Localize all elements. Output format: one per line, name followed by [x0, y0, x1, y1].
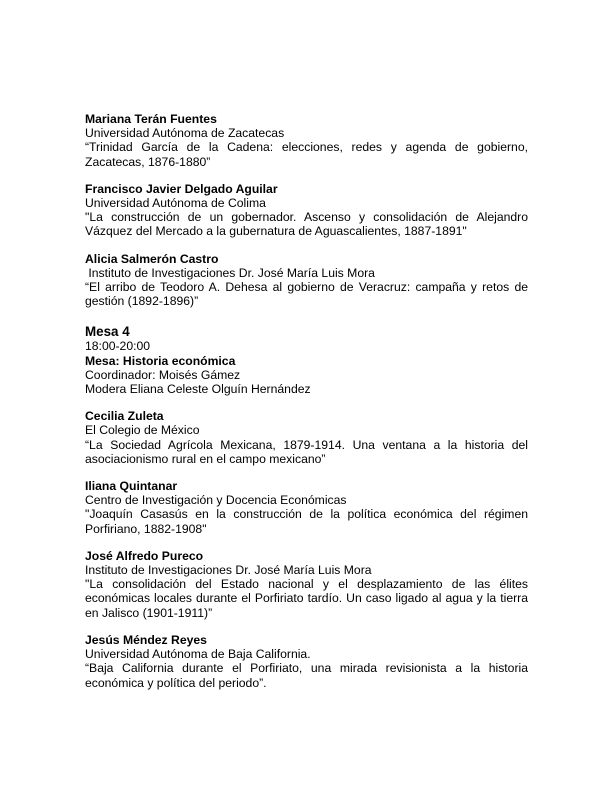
speaker-entry — [85, 633, 528, 690]
talk-title: "La consolidación del Estado nacional y el desplazamiento de las élites económicas locales durante el Porfiriato tardío. Un caso ligado al agua y la tierra en Jalisco (1901-1911)” — [85, 577, 528, 620]
session-heading: Mesa 4 — [85, 324, 130, 340]
speaker-entry — [85, 112, 528, 169]
speaker-institution: Instituto de Investigaciones Dr. José María Luis Mora — [85, 563, 372, 578]
document-page — [85, 112, 528, 703]
session-time: 18:00-20:00 — [85, 339, 151, 354]
speaker-institution: Instituto de Investigaciones Dr. José María Luis Mora — [85, 265, 375, 280]
speaker-name: Mariana Terán Fuentes — [85, 112, 217, 126]
session-block — [85, 324, 528, 396]
session-topic: Mesa: Historia económica — [85, 353, 236, 368]
speaker-institution: Universidad Autónoma de Baja California. — [85, 647, 311, 662]
talk-title: “Baja California durante el Porfiriato, una mirada revisionista a la historia económica y política del periodo”. — [85, 661, 528, 690]
speaker-name: Jesús Méndez Reyes — [85, 632, 207, 647]
speaker-name: Francisco Javier Delgado Aguilar — [85, 181, 278, 196]
speaker-institution: Universidad Autónoma de Zacatecas — [85, 126, 285, 141]
speaker-name: Alicia Salmerón Castro — [85, 251, 219, 266]
speaker-entry — [85, 409, 528, 466]
speaker-institution: El Colegio de México — [85, 423, 200, 438]
talk-title: “El arribo de Teodoro A. Dehesa al gobierno de Veracruz: campaña y retos de gestión (1892-1896)” — [85, 280, 528, 309]
speaker-entry — [85, 549, 528, 620]
talk-title: "La construcción de un gobernador. Ascenso y consolidación de Alejandro Vázquez del Mercado a la gubernatura de Aguascalientes, 1887-1891" — [85, 210, 528, 239]
session-moderator: Modera Eliana Celeste Olguín Hernández — [85, 382, 311, 397]
speaker-name: Cecilia Zuleta — [85, 409, 164, 424]
talk-title: “La Sociedad Agrícola Mexicana, 1879-1914. Una ventana a la historia del asociacionismo rural en el campo mexicano” — [85, 437, 528, 466]
speaker-entry — [85, 182, 528, 239]
speaker-name: Iliana Quintanar — [85, 479, 178, 494]
speaker-institution: Centro de Investigación y Docencia Económicas — [85, 493, 347, 508]
speaker-name: José Alfredo Pureco — [85, 548, 204, 563]
talk-title: “Trinidad García de la Cadena: elecciones, redes y agenda de gobierno, Zacatecas, 1876-1880” — [85, 140, 528, 169]
session-coordinator: Coordinador: Moisés Gámez — [85, 367, 241, 382]
talk-title: "Joaquín Casasús en la construcción de la política económica del régimen Porfiriano, 1882-1908" — [85, 507, 528, 536]
speaker-entry — [85, 479, 528, 536]
speaker-institution: Universidad Autónoma de Colima — [85, 196, 266, 211]
speaker-entry — [85, 252, 528, 309]
